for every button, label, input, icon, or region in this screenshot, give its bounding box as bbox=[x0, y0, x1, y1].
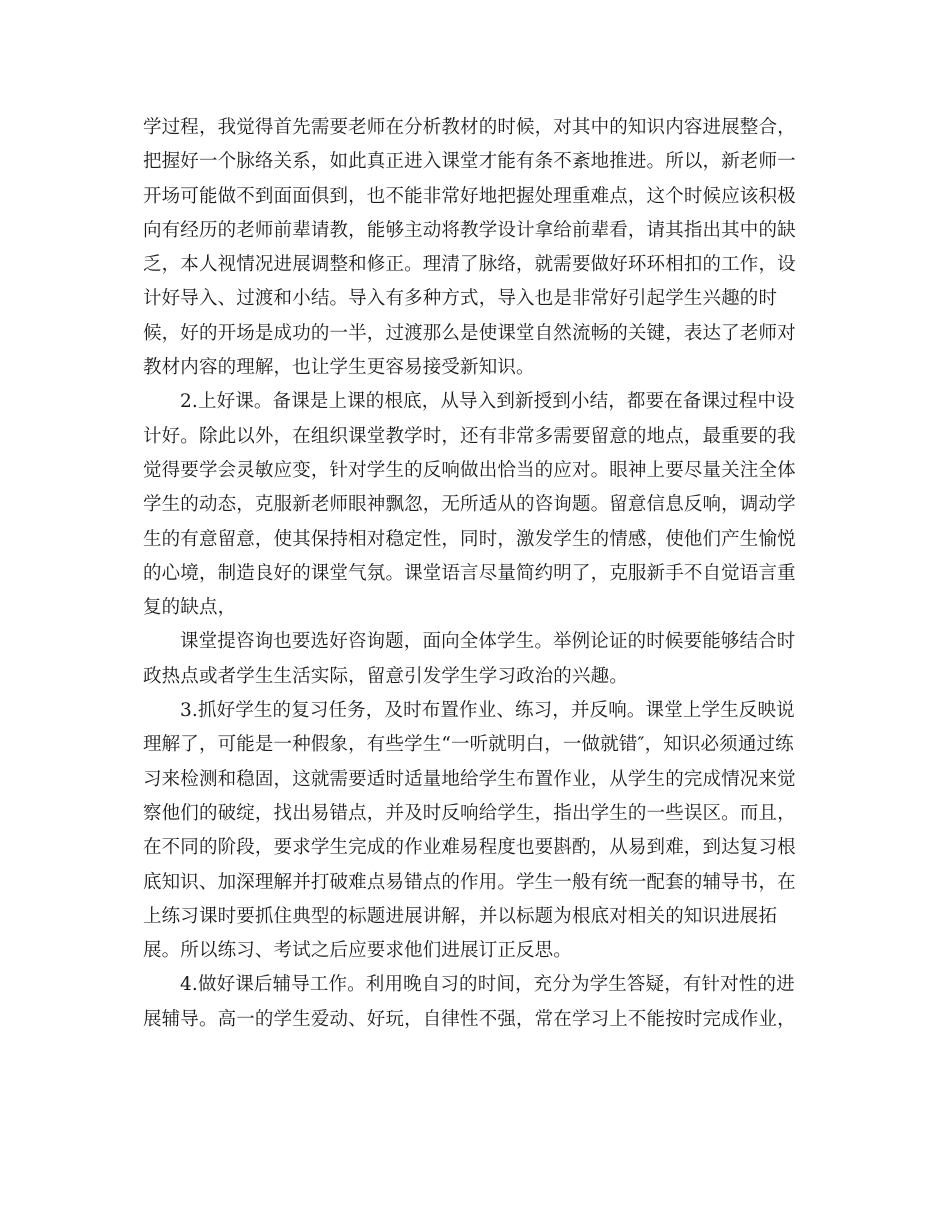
text-line: 复的缺点， bbox=[143, 597, 237, 619]
body-text bbox=[143, 111, 808, 1037]
text-line: 学生的动态，克服新老师眼神飘忽，无所适从的咨询题。留意信息反响，调动学 bbox=[143, 494, 796, 516]
text-line: 察他们的破绽，找出易错点，并及时反响给学生，指出学生的一些误区。而且， bbox=[143, 802, 796, 824]
text-line: 把握好一个脉络关系，如此真正进入课堂才能有条不紊地推进。所以，新老师一 bbox=[143, 151, 796, 173]
text-line: 觉得要学会灵敏应变，针对学生的反响做出恰当的应对。眼神上要尽量关注全体 bbox=[143, 459, 796, 481]
text-line: 上练习课时要抓住典型的标题进展讲解，并以标题为根底对相关的知识进展拓 bbox=[143, 905, 778, 927]
text-line: 候，好的开场是成功的一半，过渡那么是使课堂自然流畅的关键，表达了老师对 bbox=[143, 322, 796, 344]
text-line: 生的有意留意，使其保持相对稳定性，同时，激发学生的情感，使他们产生愉悦 bbox=[143, 528, 796, 550]
text-line: 向有经历的老师前辈请教，能够主动将教学设计拿给前辈看，请其指出其中的缺 bbox=[143, 219, 796, 241]
text-line: 习来检测和稳固，这就需要适时适量地给学生布置作业，从学生的完成情况来觉 bbox=[143, 768, 796, 790]
text-line: 政热点或者学生生活实际，留意引发学生学习政治的兴趣。 bbox=[143, 665, 628, 687]
paragraph-start-line: 4.做好课后辅导工作。利用晚自习的时间，充分为学生答疑，有针对性的进 bbox=[180, 974, 795, 996]
paragraph-start-line: 课堂提咨询也要选好咨询题，面向全体学生。举例论证的时候要能够结合时 bbox=[180, 631, 796, 653]
text-line: 教材内容的理解，也让学生更容易接受新知识。 bbox=[143, 357, 535, 379]
text-line: 底知识、加深理解并打破难点易错点的作用。学生一般有统一配套的辅导书，在 bbox=[143, 871, 796, 893]
text-line: 乏，本人视情况进展调整和修正。理清了脉络，就需要做好环环相扣的工作，设 bbox=[143, 254, 796, 276]
text-line: 计好。除此以外，在组织课堂教学时，还有非常多需要留意的地点，最重要的我 bbox=[143, 425, 796, 447]
text-line: 展。所以练习、考试之后应要求他们进展订正反思。 bbox=[143, 940, 572, 962]
text-line: 的心境，制造良好的课堂气氛。课堂语言尽量简约明了，克服新手不自觉语言重 bbox=[143, 562, 796, 584]
paragraph-start-line: 2.上好课。备课是上课的根底，从导入到新授到小结，都要在备课过程中设 bbox=[180, 391, 795, 413]
text-line: 学过程，我觉得首先需要老师在分析教材的时候，对其中的知识内容进展整合， bbox=[143, 117, 796, 138]
text-line: 理解了，可能是一种假象，有些学生“一听就明白，一做就错″，知识必须通过练 bbox=[143, 734, 794, 756]
paragraph-start-line: 3.抓好学生的复习任务，及时布置作业、练习，并反响。课堂上学生反映说 bbox=[180, 700, 795, 722]
text-line: 开场可能做不到面面俱到，也不能非常好地把握处理重难点，这个时候应该积极 bbox=[143, 185, 796, 207]
text-line: 计好导入、过渡和小结。导入有多种方式，导入也是非常好引起学生兴趣的时 bbox=[143, 288, 778, 310]
text-line: 展辅导。高一的学生爱动、好玩，自律性不强，常在学习上不能按时完成作业， bbox=[143, 1008, 796, 1030]
text-line: 在不同的阶段，要求学生完成的作业难易程度也要斟酌，从易到难，到达复习根 bbox=[143, 837, 796, 859]
